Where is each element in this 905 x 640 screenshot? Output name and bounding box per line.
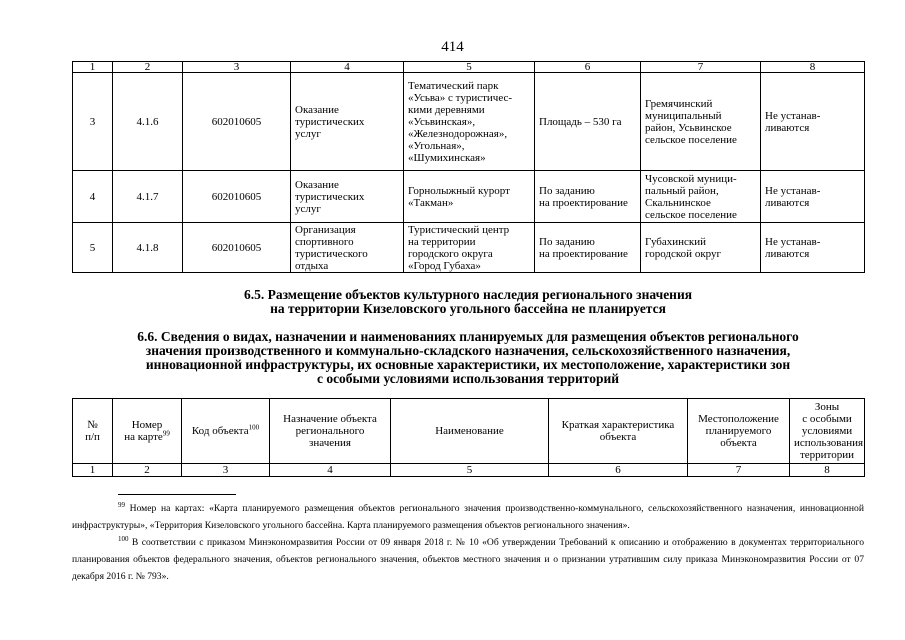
cell-line: услуг xyxy=(295,202,321,215)
footnote-ref: 99 xyxy=(162,429,170,438)
column-number: 1 xyxy=(73,464,113,477)
table-row xyxy=(73,223,865,273)
object-location xyxy=(641,223,761,273)
cell-line: Горнолыжный курорт xyxy=(408,184,510,197)
header-location xyxy=(688,399,790,464)
object-location xyxy=(641,73,761,171)
header-name xyxy=(391,399,549,464)
heading-line: с особыми условиями использования территорий xyxy=(316,371,620,386)
map-number: 4.1.6 xyxy=(113,73,183,171)
column-number: 3 xyxy=(182,464,270,477)
table-header-row xyxy=(73,399,865,464)
header-line: территории xyxy=(799,449,854,461)
cell-line: на проектирование xyxy=(539,247,628,260)
cell-line: туристических xyxy=(295,190,365,203)
special-zones xyxy=(761,171,865,223)
cell-line: По заданию xyxy=(539,235,595,248)
header-line: планируемого xyxy=(705,425,772,437)
cell-line: услуг xyxy=(295,127,321,140)
column-number-row xyxy=(73,464,865,477)
map-number: 4.1.7 xyxy=(113,171,183,223)
row-number: 3 xyxy=(73,73,113,171)
column-number: 7 xyxy=(641,62,761,73)
object-code: 602010605 xyxy=(183,223,291,273)
header-line: Наименование xyxy=(435,425,504,437)
footnote-100 xyxy=(72,534,864,585)
object-characteristic xyxy=(535,73,641,171)
planned-objects-table xyxy=(72,398,865,477)
footnote-mark: 100 xyxy=(118,534,129,543)
cell-line: ливаются xyxy=(765,121,810,134)
header-line: объекта xyxy=(720,437,757,449)
cell-line: «Город Губаха» xyxy=(408,259,481,272)
cell-line: Не устанав- xyxy=(765,184,821,197)
column-number-row xyxy=(73,62,865,73)
header-line: п/п xyxy=(85,431,100,443)
column-number: 7 xyxy=(688,464,790,477)
cell-line: туристического xyxy=(295,247,368,260)
table-row xyxy=(73,73,865,171)
header-line: значения xyxy=(309,437,351,449)
column-number: 2 xyxy=(113,62,183,73)
object-characteristic xyxy=(535,223,641,273)
section-heading-6-6 xyxy=(72,330,864,386)
cell-line: Тематический парк xyxy=(408,79,499,92)
object-purpose xyxy=(291,171,404,223)
cell-line: сельское поселение xyxy=(645,208,737,221)
cell-line: муниципальный xyxy=(645,109,722,122)
header-map-number xyxy=(113,399,182,464)
cell-line: Площадь – 530 га xyxy=(539,115,622,128)
section-heading-6-5 xyxy=(72,288,864,316)
object-code: 602010605 xyxy=(183,171,291,223)
cell-line: спортивного xyxy=(295,235,354,248)
header-line: регионального xyxy=(295,425,365,437)
cell-line: «Усьва» с туристичес- xyxy=(408,91,513,104)
object-name xyxy=(404,73,535,171)
cell-line: пальный район, xyxy=(645,184,719,197)
header-zones xyxy=(790,399,865,464)
header-line: Местоположение xyxy=(698,413,779,425)
column-number: 6 xyxy=(535,62,641,73)
cell-line: Туристический центр xyxy=(408,223,510,236)
cell-line: «Шумихинская» xyxy=(408,151,486,164)
cell-line: на проектирование xyxy=(539,196,628,209)
cell-line: кими деревнями xyxy=(408,103,485,116)
header-characteristic xyxy=(549,399,688,464)
object-characteristic xyxy=(535,171,641,223)
column-number: 5 xyxy=(404,62,535,73)
object-location xyxy=(641,171,761,223)
header-line: условиями xyxy=(801,425,853,437)
table-row xyxy=(73,171,865,223)
map-number: 4.1.8 xyxy=(113,223,183,273)
object-name xyxy=(404,171,535,223)
header-line: использования xyxy=(794,437,864,449)
object-code: 602010605 xyxy=(183,73,291,171)
cell-line: Скальнинское xyxy=(645,196,711,209)
header-number xyxy=(73,399,113,464)
column-number: 5 xyxy=(391,464,549,477)
header-line: № xyxy=(87,419,98,431)
footnote-ref: 100 xyxy=(248,423,260,432)
footnote-mark: 99 xyxy=(118,500,125,509)
cell-line: ливаются xyxy=(765,247,810,260)
cell-line: Гремячинский xyxy=(645,97,713,110)
header-line: Зоны xyxy=(814,401,840,413)
header-line: с особыми xyxy=(802,413,852,425)
cell-line: отдыха xyxy=(295,259,329,272)
cell-line: «Такман» xyxy=(408,196,454,209)
header-line: Номер xyxy=(131,419,163,431)
cell-line: По заданию xyxy=(539,184,595,197)
header-line: Код объекта xyxy=(191,425,249,437)
header-line: Назначение объекта xyxy=(283,413,377,425)
column-number: 1 xyxy=(73,62,113,73)
cell-line: Оказание xyxy=(295,103,339,116)
cell-line: на территории xyxy=(408,235,476,248)
column-number: 4 xyxy=(291,62,404,73)
column-number: 4 xyxy=(270,464,391,477)
column-number: 3 xyxy=(183,62,291,73)
heading-line: 6.6. Сведения о видах, назначении и наименованиях планируемых для размещения объектов регионального xyxy=(137,329,799,344)
heading-line: значения производственного и коммунально-складского назначения, сельскохозяйственного назначения, xyxy=(145,343,791,358)
row-number: 4 xyxy=(73,171,113,223)
cell-line: городского округа xyxy=(408,247,493,260)
cell-line: «Железнодорожная», xyxy=(408,127,508,140)
column-number: 8 xyxy=(761,62,865,73)
heading-line: на территории Кизеловского угольного бассейна не планируется xyxy=(270,301,666,316)
cell-line: сельское поселение xyxy=(645,133,737,146)
row-number: 5 xyxy=(73,223,113,273)
cell-line: Не устанав- xyxy=(765,235,821,248)
footnote-divider xyxy=(118,494,236,495)
column-number: 6 xyxy=(549,464,688,477)
cell-line: район, Усьвинское xyxy=(645,121,732,134)
cell-line: туристических xyxy=(295,115,365,128)
object-name xyxy=(404,223,535,273)
header-line: на карте xyxy=(124,431,163,443)
objects-table-continuation xyxy=(72,61,865,273)
object-purpose xyxy=(291,223,404,273)
footnote-99 xyxy=(72,500,864,534)
cell-line: Чусовской муници- xyxy=(645,172,737,185)
special-zones xyxy=(761,73,865,171)
cell-line: «Угольная», xyxy=(408,139,465,152)
cell-line: «Усьвинская», xyxy=(408,115,476,128)
footnote-text: Номер на картах: «Карта планируемого размещения объектов регионального значения производственно-коммунального, сельскохозяйственного назначения, инновационной инфраструктуры», «Территория Кизеловского угольного бассейна. Карта планируемого размещения объектов регионального значения». xyxy=(72,503,864,531)
footnote-text: В соответствии с приказом Минэкономразвития России от 09 января 2018 г. № 10 «Об утверждении Требований к описанию и отображению в документах территориального планирования объектов федерального значения, объектов регионального значения, объектов местного значения и о признании утратившим силу приказа Минэкономразвития России от 07 декабря 2016 г. № 793». xyxy=(72,537,864,582)
heading-line: инновационной инфраструктуры, их основные характеристики, их местоположение, характеристики зон xyxy=(145,357,791,372)
cell-line: Не устанав- xyxy=(765,109,821,122)
header-object-code xyxy=(182,399,270,464)
header-purpose xyxy=(270,399,391,464)
header-line: Краткая характеристика xyxy=(561,419,675,431)
column-number: 8 xyxy=(790,464,865,477)
object-purpose xyxy=(291,73,404,171)
cell-line: городской округ xyxy=(645,247,722,260)
cell-line: Губахинский xyxy=(645,235,707,248)
special-zones xyxy=(761,223,865,273)
cell-line: Оказание xyxy=(295,178,339,191)
page-number: 414 xyxy=(441,39,464,55)
header-line: объекта xyxy=(599,431,637,443)
cell-line: ливаются xyxy=(765,196,810,209)
cell-line: Организация xyxy=(295,223,356,236)
heading-line: 6.5. Размещение объектов культурного наследия регионального значения xyxy=(243,287,693,302)
column-number: 2 xyxy=(113,464,182,477)
